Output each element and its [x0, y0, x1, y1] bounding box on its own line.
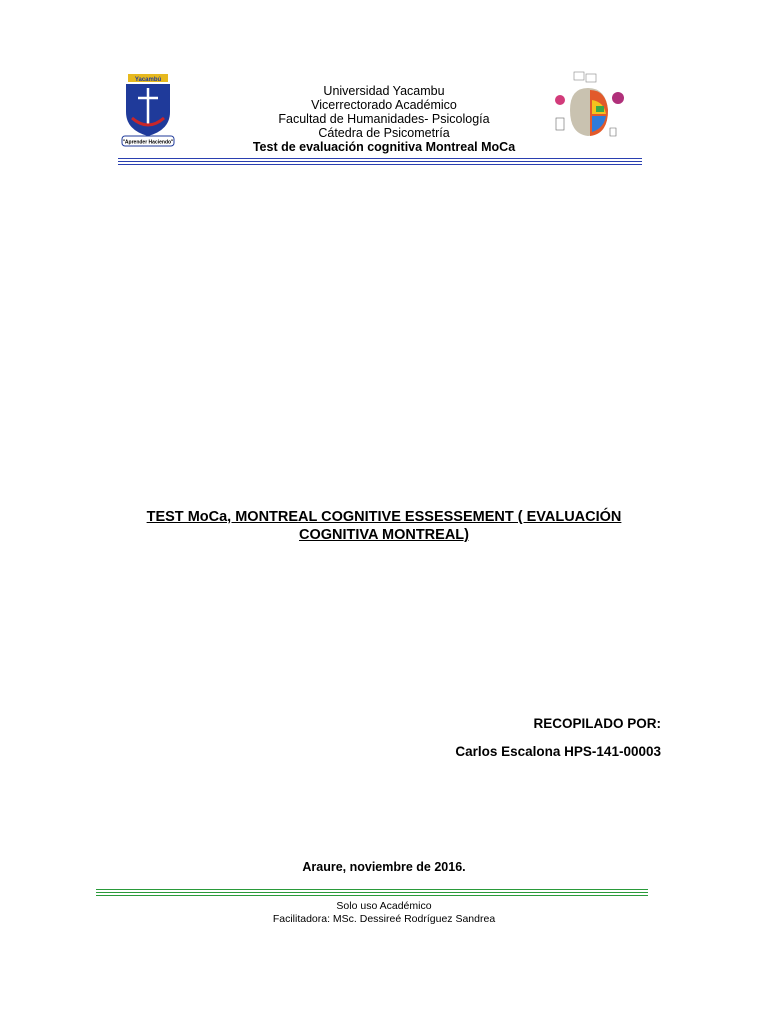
title-line-2: COGNITIVA MONTREAL): [299, 527, 469, 543]
title-line-1: TEST MoCa, MONTREAL COGNITIVE ESSESSEMENT ( EVALUACIÓN: [146, 509, 622, 525]
header-rule-1: [118, 158, 642, 159]
author-name: Carlos Escalona HPS-141-00003: [455, 744, 661, 759]
document-subtitle: Test de evaluación cognitiva Montreal MoCa: [252, 140, 516, 154]
footer-rule-3: [96, 895, 648, 896]
compiled-by-label: RECOPILADO POR:: [533, 716, 661, 731]
footer-rule-2: [96, 892, 648, 893]
footer-usage-note: Solo uso Académico: [336, 900, 432, 912]
header-rule-2: [118, 161, 642, 162]
faculty-name: Facultad de Humanidades- Psicología: [278, 112, 490, 126]
header-rule-3: [118, 164, 642, 165]
place-date: Araure, noviembre de 2016.: [302, 860, 466, 874]
university-name: Universidad Yacambu: [323, 84, 445, 98]
brain-illustration: [548, 70, 628, 150]
vicerrectorado: Vicerrectorado Académico: [311, 98, 457, 112]
chair-name: Cátedra de Psicometría: [318, 126, 450, 140]
footer: [0, 900, 768, 926]
logo-banner-text: Yacambú: [134, 77, 162, 83]
footer-rule-1: [96, 889, 648, 890]
logo-motto: "Aprender Haciendo": [122, 139, 174, 146]
footer-facilitator: Facilitadora: MSc. Dessireé Rodríguez Sandrea: [272, 913, 496, 925]
header-block: [0, 84, 768, 154]
document-title: [0, 508, 768, 544]
